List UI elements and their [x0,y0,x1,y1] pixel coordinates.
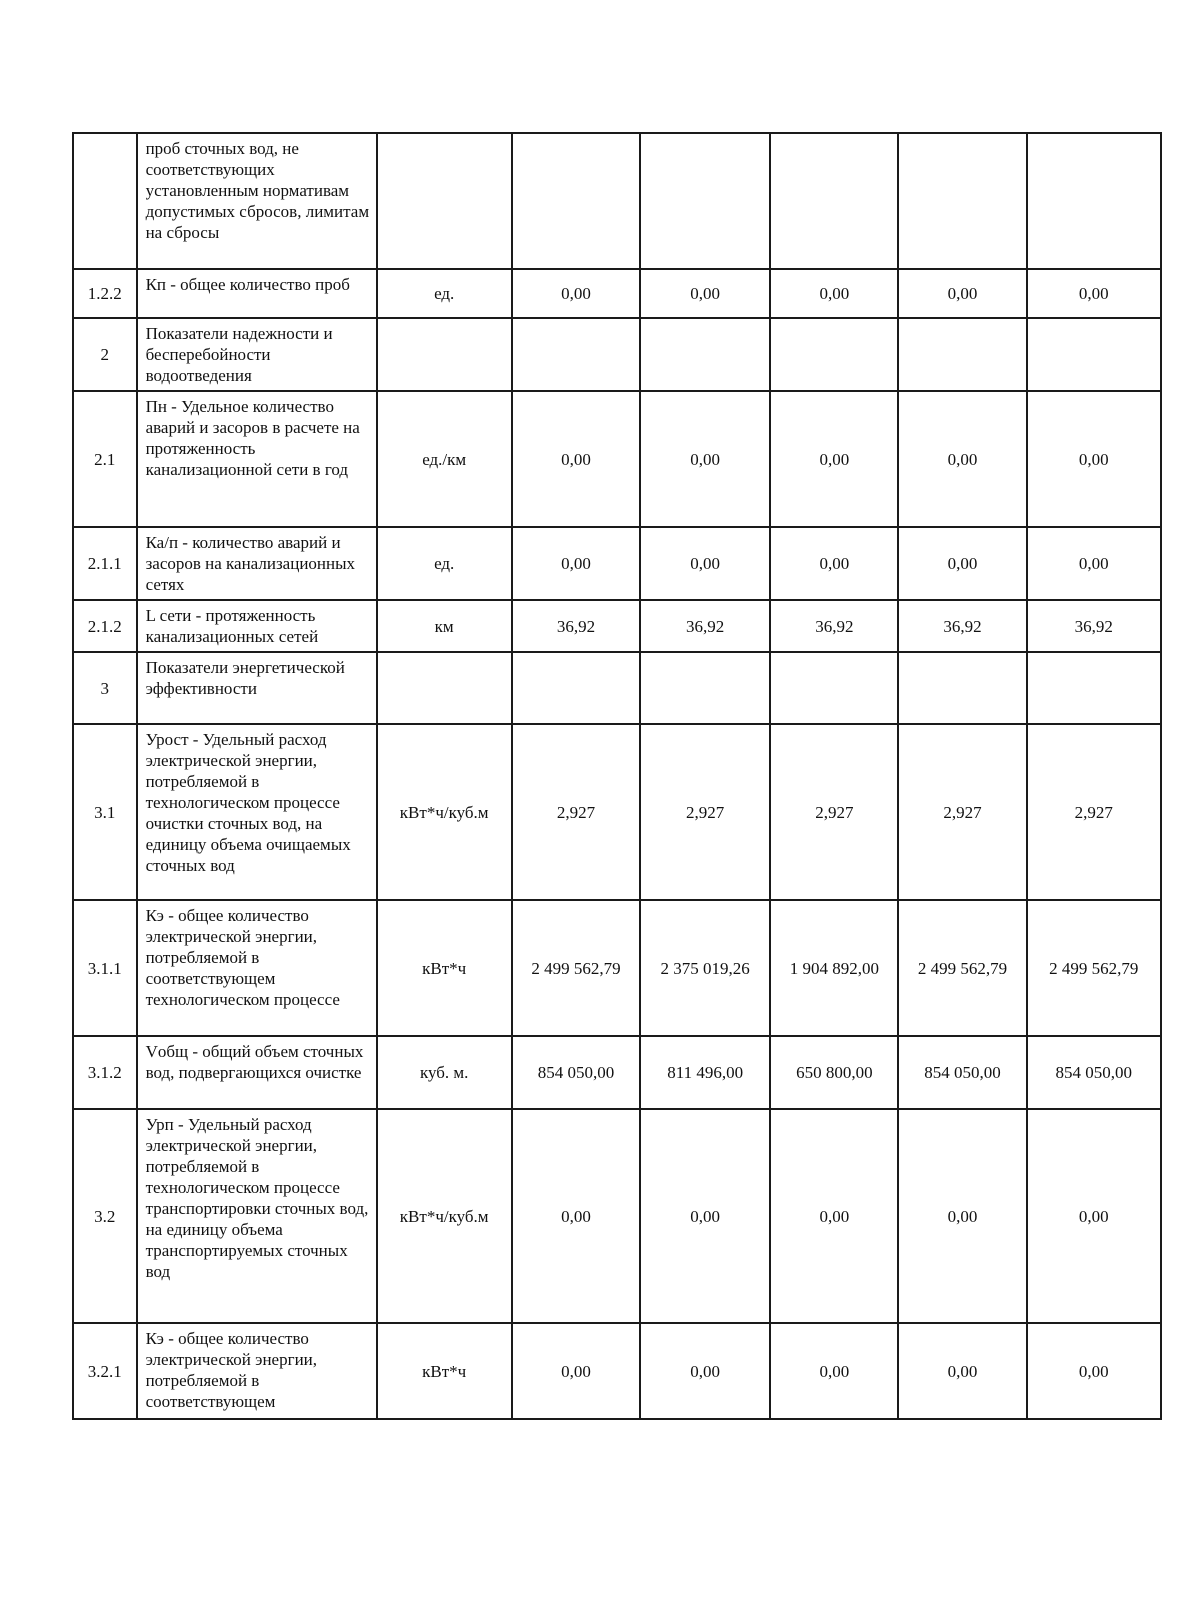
indicator-name: Показатели энергетической эффективности [137,652,377,724]
unit: кВт*ч/куб.м [377,724,512,900]
unit: ед./км [377,391,512,527]
table-row [73,527,1161,600]
value-cell: 0,00 [640,527,770,600]
value-cell [770,133,898,269]
value-cell: 0,00 [1027,391,1161,527]
value-cell: 0,00 [1027,527,1161,600]
indicator-name: Ка/п - количество аварий и засоров на канализационных сетях [137,527,377,600]
unit: км [377,600,512,652]
unit [377,318,512,391]
indicator-name: Урп - Удельный расход электрической энергии, потребляемой в технологическом процессе транспортировки сточных вод, на единицу объема транспортируемых сточных вод [137,1109,377,1323]
value-cell: 0,00 [1027,1323,1161,1419]
value-cell: 2,927 [1027,724,1161,900]
row-number: 2.1.1 [73,527,137,600]
row-number: 2 [73,318,137,391]
value-cell [512,652,640,724]
row-number: 2.1.2 [73,600,137,652]
value-cell: 0,00 [512,1109,640,1323]
indicator-name: Vобщ - общий объем сточных вод, подвергающихся очистке [137,1036,377,1109]
value-cell: 0,00 [770,391,898,527]
row-number: 3.1 [73,724,137,900]
table-row [73,600,1161,652]
row-number: 3.1.2 [73,1036,137,1109]
table-row [73,133,1161,269]
indicator-name: проб сточных вод, не соответствующих установленным нормативам допустимых сбросов, лимитам на сбросы [137,133,377,269]
value-cell: 0,00 [1027,269,1161,318]
value-cell: 1 904 892,00 [770,900,898,1036]
value-cell: 854 050,00 [898,1036,1026,1109]
value-cell: 36,92 [898,600,1026,652]
value-cell [1027,318,1161,391]
value-cell: 0,00 [640,269,770,318]
value-cell [1027,652,1161,724]
table-row [73,900,1161,1036]
table-row [73,724,1161,900]
table-row [73,318,1161,391]
value-cell: 0,00 [512,391,640,527]
value-cell: 36,92 [640,600,770,652]
value-cell: 2,927 [770,724,898,900]
unit: ед. [377,527,512,600]
value-cell: 2,927 [512,724,640,900]
indicator-name: Кэ - общее количество электрической энергии, потребляемой в соответствующем технологическом процессе [137,900,377,1036]
value-cell: 854 050,00 [1027,1036,1161,1109]
value-cell: 811 496,00 [640,1036,770,1109]
value-cell: 0,00 [898,269,1026,318]
value-cell: 0,00 [898,527,1026,600]
table-body [73,133,1161,1419]
value-cell: 36,92 [770,600,898,652]
table-row [73,1109,1161,1323]
value-cell: 0,00 [640,1109,770,1323]
unit: куб. м. [377,1036,512,1109]
indicator-name: L сети - протяженность канализационных сетей [137,600,377,652]
row-number: 3.2.1 [73,1323,137,1419]
unit [377,652,512,724]
value-cell: 650 800,00 [770,1036,898,1109]
value-cell: 36,92 [512,600,640,652]
value-cell [898,318,1026,391]
value-cell: 0,00 [898,1323,1026,1419]
table-row [73,1036,1161,1109]
value-cell: 0,00 [898,1109,1026,1323]
row-number: 1.2.2 [73,269,137,318]
table-row [73,652,1161,724]
row-number: 2.1 [73,391,137,527]
value-cell: 0,00 [770,1109,898,1323]
row-number: 3 [73,652,137,724]
value-cell: 0,00 [640,391,770,527]
value-cell: 0,00 [512,269,640,318]
value-cell [640,318,770,391]
unit: кВт*ч [377,1323,512,1419]
value-cell: 0,00 [512,1323,640,1419]
value-cell: 0,00 [1027,1109,1161,1323]
unit [377,133,512,269]
indicator-name: Кп - общее количество проб [137,269,377,318]
table-row [73,1323,1161,1419]
value-cell: 2 499 562,79 [1027,900,1161,1036]
value-cell [512,133,640,269]
value-cell: 0,00 [512,527,640,600]
row-number: 3.2 [73,1109,137,1323]
value-cell [1027,133,1161,269]
unit: кВт*ч/куб.м [377,1109,512,1323]
table-row [73,269,1161,318]
indicator-name: Урост - Удельный расход электрической энергии, потребляемой в технологическом процессе очистки сточных вод, на единицу объема очищаемых сточных вод [137,724,377,900]
indicator-name: Кэ - общее количество электрической энергии, потребляемой в соответствующем [137,1323,377,1419]
value-cell: 0,00 [640,1323,770,1419]
table-row [73,391,1161,527]
unit: ед. [377,269,512,318]
value-cell: 854 050,00 [512,1036,640,1109]
value-cell: 0,00 [770,527,898,600]
unit: кВт*ч [377,900,512,1036]
value-cell: 0,00 [898,391,1026,527]
value-cell: 2 499 562,79 [512,900,640,1036]
value-cell [770,652,898,724]
indicator-name: Показатели надежности и бесперебойности водоотведения [137,318,377,391]
row-number: 3.1.1 [73,900,137,1036]
indicators-table [72,132,1162,1420]
value-cell: 0,00 [770,269,898,318]
value-cell [640,652,770,724]
value-cell: 0,00 [770,1323,898,1419]
value-cell: 2 499 562,79 [898,900,1026,1036]
value-cell [898,652,1026,724]
indicator-name: Пн - Удельное количество аварий и засоров в расчете на протяженность канализационной сети в год [137,391,377,527]
value-cell: 2,927 [898,724,1026,900]
value-cell [770,318,898,391]
value-cell [640,133,770,269]
value-cell: 2,927 [640,724,770,900]
value-cell: 36,92 [1027,600,1161,652]
row-number [73,133,137,269]
value-cell: 2 375 019,26 [640,900,770,1036]
value-cell [512,318,640,391]
value-cell [898,133,1026,269]
